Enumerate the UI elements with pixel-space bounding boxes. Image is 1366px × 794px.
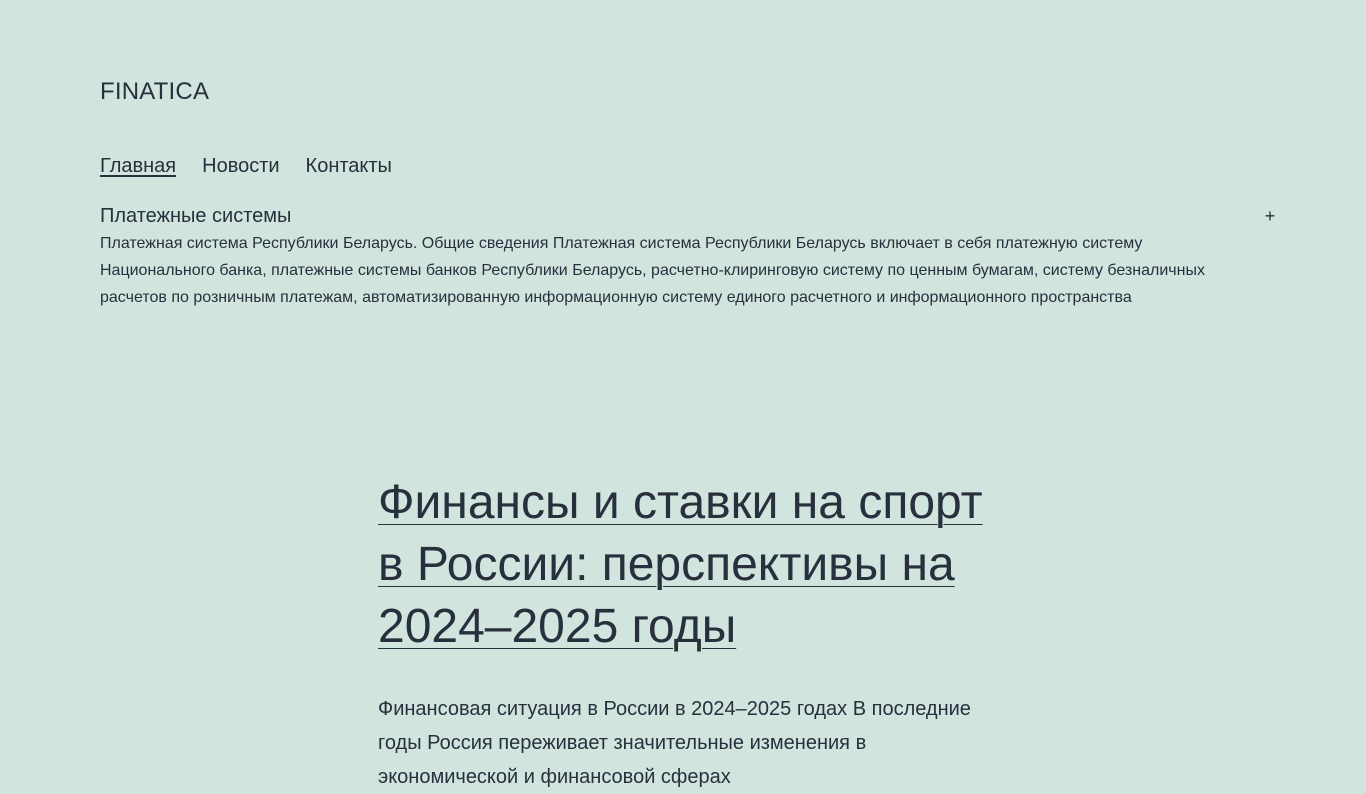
submenu-payment-systems (100, 202, 1280, 311)
nav-item-news[interactable]: Новости (202, 155, 280, 177)
article-title (378, 472, 988, 658)
site-title-link[interactable]: FINATICA (100, 78, 210, 105)
nav-item-contacts[interactable]: Контакты (305, 155, 392, 177)
article-preview (378, 472, 988, 794)
article-excerpt: Финансовая ситуация в России в 2024–2025 годах В последние годы Россия переживает значительные изменения в экономической и финансовой сферах (378, 698, 971, 788)
submenu-title[interactable]: Платежные системы (100, 205, 292, 227)
submenu-description: Платежная система Республики Беларусь. Общие сведения Платежная система Республики Беларусь включает в себя платежную систему Национального банка, платежные системы банков Республики Беларусь, расчетно-клиринговую систему по ценным бумагам, систему безналичных расчетов по розничным платежам, автоматизированную информационную систему единого расчетного и информационного пространства (100, 235, 1205, 306)
main-navigation (100, 152, 392, 180)
article-title-link[interactable]: Финансы и ставки на спорт в России: перспективы на 2024–2025 годы (378, 476, 983, 653)
nav-item-home[interactable]: Главная (100, 155, 177, 177)
submenu-expand-icon[interactable]: + (1264, 206, 1276, 226)
